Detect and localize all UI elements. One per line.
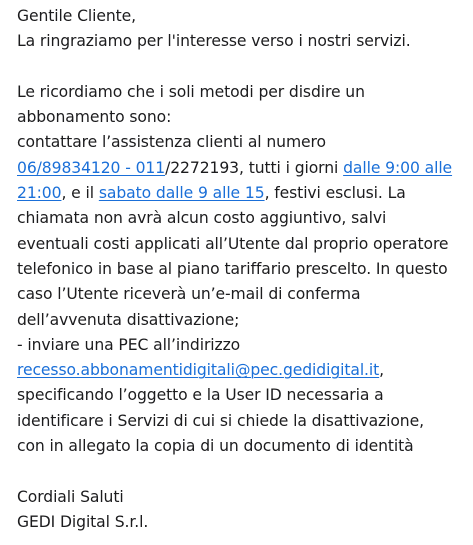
deactivation-line: dell’avvenuta disattivazione; (17, 310, 240, 329)
attachment-line: con in allegato la copia di un documento di identità (17, 437, 414, 456)
call-cost-line: chiamata non avrà alcun costo aggiuntivo, salvi (17, 209, 387, 228)
hours-line (17, 181, 467, 206)
phone-number-link[interactable]: 06/89834120 - 011 (17, 158, 166, 177)
email-body (17, 4, 467, 535)
intro-line-1: Le ricordiamo che i soli metodi per disdire un (17, 82, 365, 101)
saturday-hours-link[interactable]: sabato dalle 9 alle 15 (98, 184, 265, 203)
contact-line: contattare l’assistenza clienti al numero (17, 133, 326, 152)
holidays-text: , festivi esclusi. La (264, 184, 406, 203)
identify-line: identificare i Servizi di cui si chiede la disattivazione, (17, 411, 424, 430)
pec-email-link[interactable]: recesso.abbonamentidigitali@pec.gedidigital.it (17, 361, 380, 380)
saturday-prefix: , e il (61, 184, 99, 203)
pec-line: - inviare una PEC all’indirizzo (17, 335, 241, 354)
confirmation-line: caso l’Utente riceverà un’e-mail di conferma (17, 285, 361, 304)
subject-line: specificando l’oggetto e la User ID necessaria a (17, 386, 384, 405)
greeting-text: Gentile Cliente, (17, 7, 136, 25)
thanks-text: La ringraziamo per l'interesse verso i nostri servizi. (17, 32, 411, 51)
phone-number-rest: /2272193, tutti i giorni (165, 158, 344, 177)
tariff-line: telefonico in base al piano tariffario prescelto. In questo (17, 259, 448, 278)
closing-text: Cordiali Saluti (17, 487, 124, 506)
pec-address-line (17, 358, 467, 383)
weekday-hours-link-end[interactable]: 21:00 (17, 184, 62, 203)
paragraph-gap (17, 459, 467, 484)
pec-comma: , (379, 361, 385, 380)
weekday-hours-link[interactable]: dalle 9:00 alle (343, 158, 453, 177)
intro-line-2: abbonamento sono: (17, 108, 172, 127)
signature-text: GEDI Digital S.r.l. (17, 512, 149, 531)
paragraph-gap (17, 55, 467, 80)
operator-costs-line: eventuali costi applicati all’Utente dal proprio operatore (17, 234, 449, 253)
phone-line (17, 156, 467, 181)
